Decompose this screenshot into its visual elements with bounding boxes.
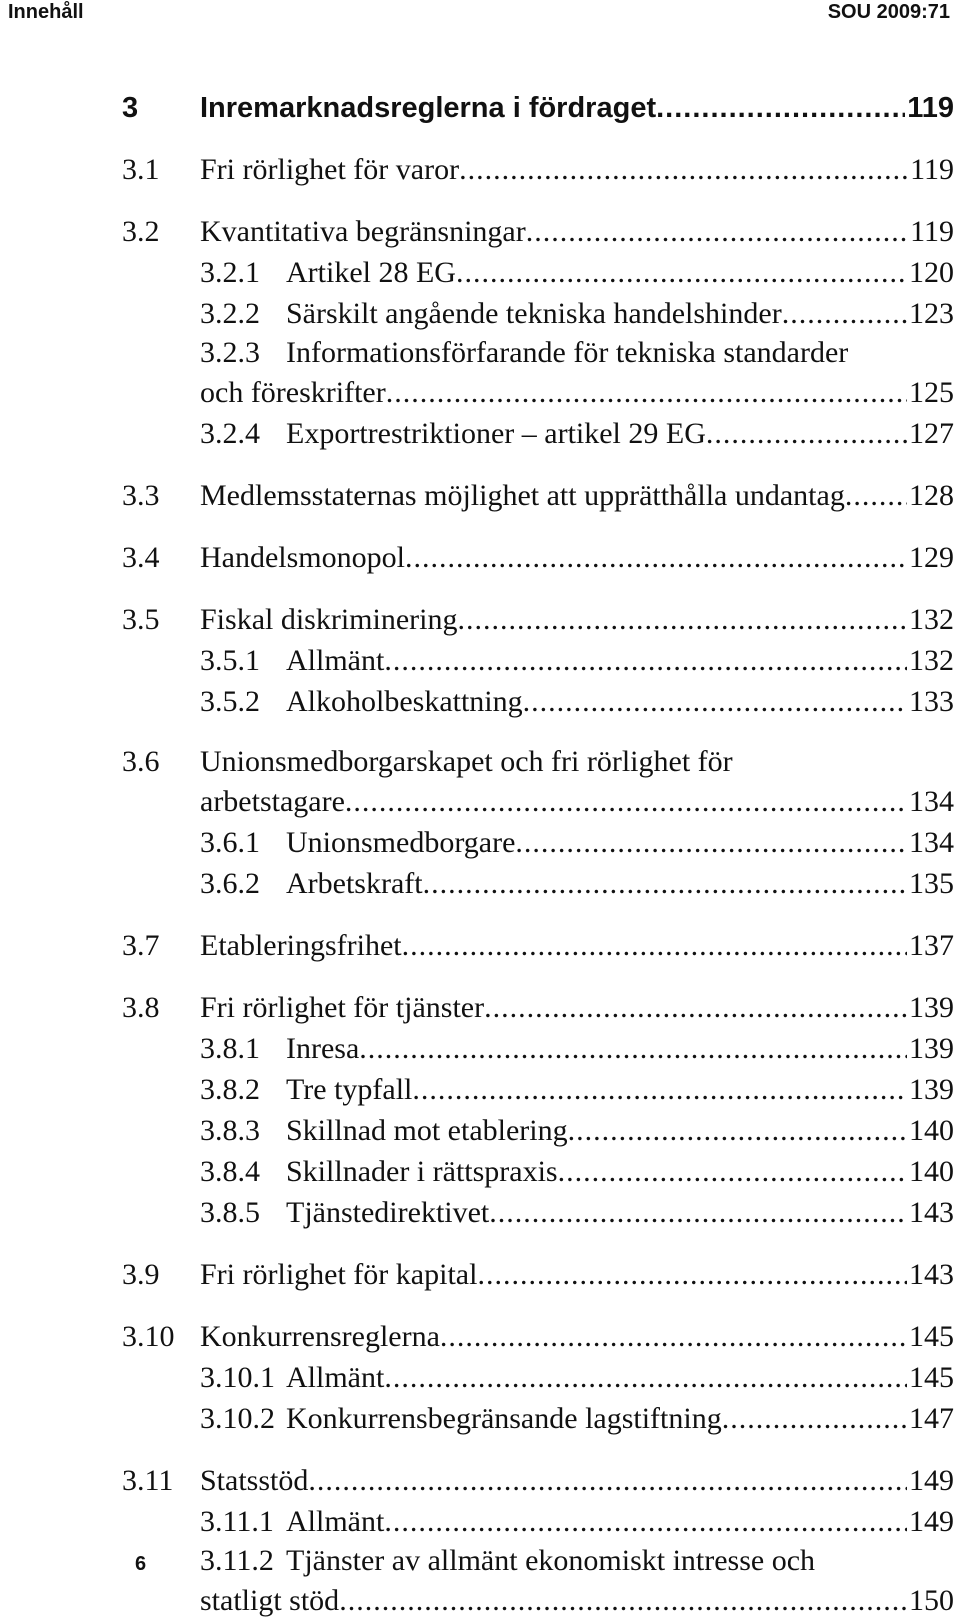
toc-page: 145	[909, 1361, 954, 1394]
toc-subentry	[122, 1151, 954, 1192]
toc-subentry	[122, 252, 954, 293]
toc-page: 139	[909, 1073, 954, 1106]
toc-entry-continuation	[122, 781, 954, 822]
toc-number: 3.5.2	[200, 685, 260, 718]
toc-title: Statsstöd	[200, 1464, 309, 1497]
toc-leader-dots	[339, 1580, 907, 1621]
toc-subentry	[122, 1192, 954, 1233]
toc-title: Skillnader i rättspraxis	[286, 1155, 558, 1188]
toc-title: Etableringsfrihet	[200, 929, 402, 962]
toc-subentry	[122, 822, 954, 863]
toc-number: 3.11	[122, 1464, 174, 1497]
toc-page: 149	[909, 1505, 954, 1538]
toc-leader-dots	[477, 1254, 907, 1295]
toc-page: 128	[909, 479, 954, 512]
toc-subentry	[122, 1069, 954, 1110]
toc-entry	[122, 537, 954, 578]
toc-subentry	[122, 1542, 954, 1580]
toc-title: Fri rörlighet för kapital	[200, 1258, 478, 1291]
toc-subentry	[122, 1028, 954, 1069]
toc-title: Allmänt	[286, 644, 385, 677]
toc-number: 3.8	[122, 991, 160, 1024]
toc-leader-dots	[405, 537, 907, 578]
toc-number: 3.4	[122, 541, 160, 574]
toc-title: Fri rörlighet för tjänster	[200, 991, 485, 1024]
toc-leader-dots	[523, 681, 907, 722]
toc-leader-dots	[722, 1398, 907, 1439]
toc-subentry	[122, 681, 954, 722]
toc-leader-dots	[384, 640, 907, 681]
toc-subentry	[122, 413, 954, 454]
toc-number: 3.8.4	[200, 1155, 260, 1188]
toc-subentry-continuation	[122, 372, 954, 413]
toc-leader-dots	[308, 1460, 907, 1501]
toc-leader-dots	[782, 293, 907, 334]
toc-leader-dots	[845, 475, 907, 516]
toc-page: 133	[909, 685, 954, 718]
toc-title: Skillnad mot etablering	[286, 1114, 568, 1147]
toc-leader-dots	[459, 149, 908, 190]
toc-number: 3.8.5	[200, 1196, 260, 1229]
toc-page: 145	[909, 1320, 954, 1353]
toc-number: 3.11.2	[200, 1544, 274, 1577]
toc-title: Inremarknadsreglerna i fördraget	[200, 92, 657, 124]
toc-leader-dots	[345, 781, 907, 822]
toc-page: 119	[907, 92, 954, 124]
toc-title: Allmänt	[286, 1361, 385, 1394]
toc-number: 3.10	[122, 1320, 175, 1353]
toc-number: 3.7	[122, 929, 160, 962]
toc-entry	[122, 599, 954, 640]
toc-subentry	[122, 1501, 954, 1542]
toc-number: 3.2.3	[200, 336, 260, 369]
toc-leader-dots	[456, 252, 907, 293]
toc-page: 137	[909, 929, 954, 962]
toc-page: 129	[909, 541, 954, 574]
toc-title: Tre typfall	[286, 1073, 413, 1106]
toc-title: Medlemsstaternas möjlighet att upprätthålla undantag	[200, 479, 845, 512]
toc-number: 3.8.1	[200, 1032, 260, 1065]
toc-leader-dots	[359, 1028, 907, 1069]
toc-number: 3.2.4	[200, 417, 260, 450]
toc-leader-dots	[568, 1110, 907, 1151]
toc-page: 134	[909, 785, 954, 818]
toc-subentry	[122, 640, 954, 681]
toc-page: 132	[909, 603, 954, 636]
toc-page: 123	[909, 297, 954, 330]
toc-subentry	[122, 1357, 954, 1398]
toc-number: 3.8.3	[200, 1114, 260, 1147]
toc-page: 135	[909, 867, 954, 900]
toc-page: 127	[909, 417, 954, 450]
toc-number: 3.2.2	[200, 297, 260, 330]
toc-entry	[122, 211, 954, 252]
toc-title: statligt stöd	[200, 1584, 340, 1617]
toc-title: Kvantitativa begränsningar	[200, 215, 526, 248]
toc-page: 134	[909, 826, 954, 859]
toc-leader-dots	[484, 987, 907, 1028]
toc-page: 140	[909, 1155, 954, 1188]
toc-title: Fiskal diskriminering	[200, 603, 458, 636]
toc-leader-dots	[412, 1069, 907, 1110]
toc-number: 3.3	[122, 479, 160, 512]
toc-leader-dots	[440, 1316, 907, 1357]
toc-title: Unionsmedborgarskapet och fri rörlighet för	[200, 745, 733, 778]
toc-page: 149	[909, 1464, 954, 1497]
toc-number: 3	[122, 92, 139, 124]
toc-page: 125	[909, 376, 954, 409]
toc-entry	[122, 149, 954, 190]
toc-title: arbetstagare	[200, 785, 345, 818]
toc-entry	[122, 743, 954, 781]
toc-leader-dots	[489, 1192, 907, 1233]
toc-page: 147	[909, 1402, 954, 1435]
toc-title: Arbetskraft	[286, 867, 423, 900]
toc-page: 119	[910, 215, 954, 248]
page-number: 6	[135, 1553, 147, 1575]
toc-title: Konkurrensreglerna	[200, 1320, 440, 1353]
toc-leader-dots	[402, 925, 907, 966]
toc-number: 3.8.2	[200, 1073, 260, 1106]
toc-page: 120	[909, 256, 954, 289]
toc-title: Konkurrensbegränsande lagstiftning	[286, 1402, 722, 1435]
toc-entry	[122, 1460, 954, 1501]
toc-leader-dots	[706, 413, 907, 454]
toc-entry	[122, 987, 954, 1028]
toc-leader-dots	[423, 863, 907, 904]
toc-page: 119	[910, 153, 954, 186]
toc-page: 140	[909, 1114, 954, 1147]
toc-leader-dots	[558, 1151, 907, 1192]
toc-page: 132	[909, 644, 954, 677]
running-header-section: Innehåll	[8, 1, 84, 23]
toc-entry	[122, 475, 954, 516]
toc-page: 139	[909, 991, 954, 1024]
toc-number: 3.2.1	[200, 256, 260, 289]
toc-title: Artikel 28 EG	[286, 256, 456, 289]
toc-leader-dots	[656, 88, 905, 128]
toc-title: Inresa	[286, 1032, 360, 1065]
toc-entry	[122, 925, 954, 966]
running-header-report-id: SOU 2009:71	[827, 1, 950, 23]
toc-number: 3.2	[122, 215, 160, 248]
toc-entry	[122, 1254, 954, 1295]
toc-leader-dots	[458, 599, 908, 640]
toc-number: 3.10.1	[200, 1361, 275, 1394]
toc-chapter-entry	[122, 88, 954, 128]
toc-number: 3.10.2	[200, 1402, 275, 1435]
toc-title: Unionsmedborgare	[286, 826, 516, 859]
toc-number: 3.6.1	[200, 826, 260, 859]
toc-title: Exportrestriktioner – artikel 29 EG	[286, 417, 706, 450]
toc-page: 150	[909, 1584, 954, 1617]
toc-page: 143	[909, 1196, 954, 1229]
toc-number: 3.5.1	[200, 644, 260, 677]
toc-subentry	[122, 1110, 954, 1151]
toc-number: 3.6.2	[200, 867, 260, 900]
toc-title: Särskilt angående tekniska handelshinder	[286, 297, 782, 330]
toc-subentry	[122, 863, 954, 904]
toc-title: Tjänstedirektivet	[286, 1196, 490, 1229]
toc-subentry	[122, 334, 954, 372]
toc-number: 3.11.1	[200, 1505, 274, 1538]
toc-page: 143	[909, 1258, 954, 1291]
toc-number: 3.9	[122, 1258, 160, 1291]
toc-page: 139	[909, 1032, 954, 1065]
toc-title: Informationsförfarande för tekniska standarder	[286, 336, 849, 369]
toc-number: 3.1	[122, 153, 160, 186]
toc-leader-dots	[384, 1357, 907, 1398]
toc-number: 3.5	[122, 603, 160, 636]
toc-subentry	[122, 1398, 954, 1439]
toc-leader-dots	[386, 372, 907, 413]
toc-title: Tjänster av allmänt ekonomiskt intresse och	[286, 1544, 816, 1577]
toc-leader-dots	[526, 211, 908, 252]
toc-title: och föreskrifter	[200, 376, 386, 409]
table-of-contents	[122, 88, 954, 1621]
toc-title: Alkoholbeskattning	[286, 685, 523, 718]
toc-title: Fri rörlighet för varor	[200, 153, 460, 186]
toc-title: Allmänt	[286, 1505, 385, 1538]
toc-subentry	[122, 293, 954, 334]
toc-subentry-continuation	[122, 1580, 954, 1621]
toc-leader-dots	[515, 822, 907, 863]
toc-number: 3.6	[122, 745, 160, 778]
toc-title: Handelsmonopol	[200, 541, 405, 574]
toc-entry	[122, 1316, 954, 1357]
toc-leader-dots	[384, 1501, 907, 1542]
